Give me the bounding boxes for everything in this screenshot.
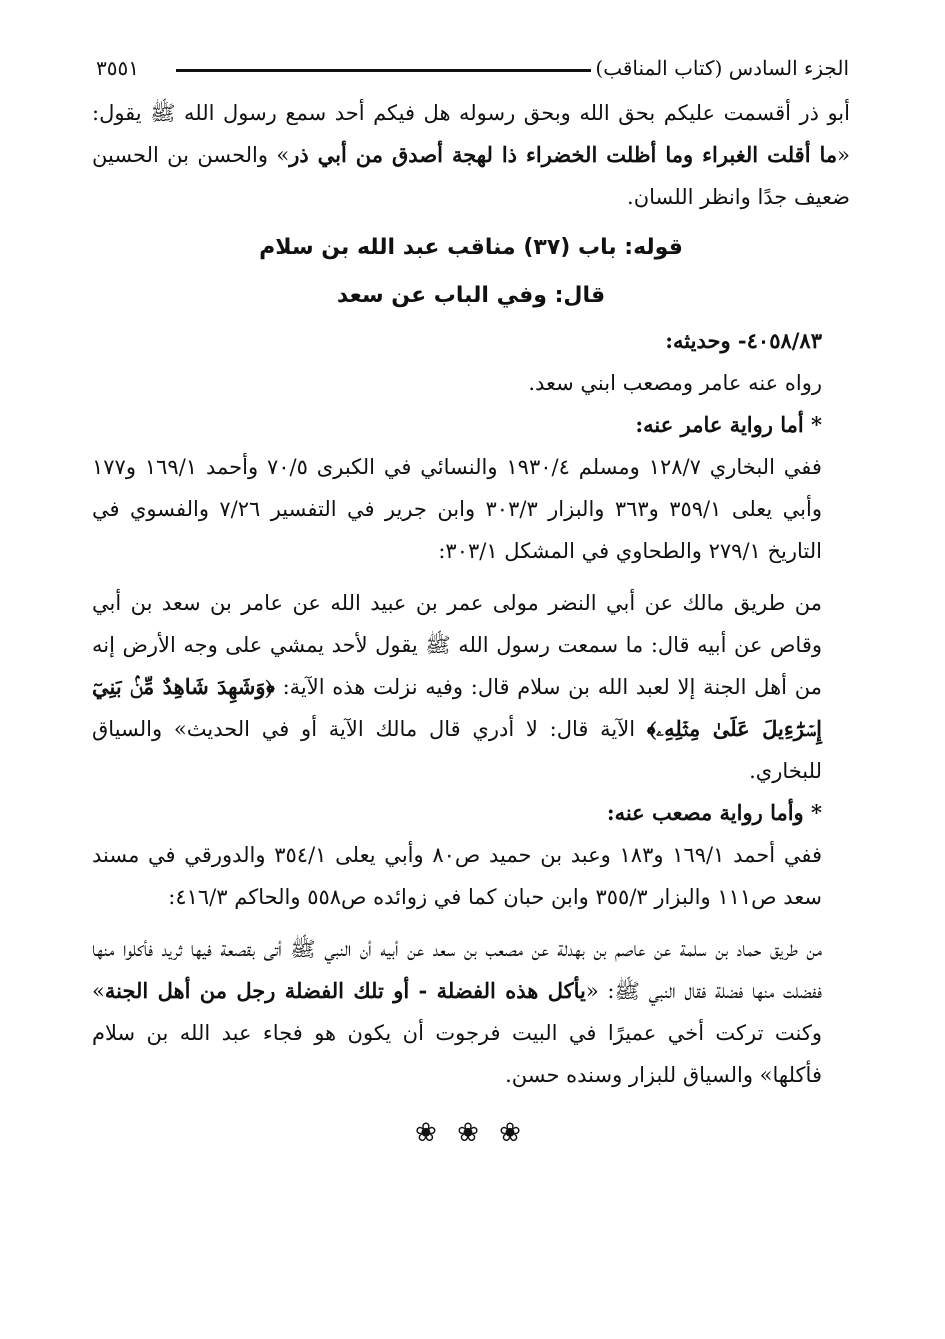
- ornament-divider: ❀ ❀ ❀: [415, 1118, 527, 1148]
- page-header: [96, 56, 849, 88]
- text-amir-b: الآية قال: لا أدري قال مالك الآية أو في الحديث» والسياق للبخاري.: [92, 717, 822, 783]
- text-musab-a: من طريق حماد بن سلمة عن عاصم بن بهدلة عن مصعب بن سعد عن أبيه أن النبي ﷺ أتى بقصعة فيها ثريد فأكلوا منها ففضلت منها فضلة فقال النبي ﷺ: «: [92, 937, 822, 1003]
- sources-musab: ففي أحمد ١٦٩/١ و١٨٣ وعبد بن حميد ص٨٠ وأبي يعلى ٣٥٤/١ والدورقي في مسند سعد ص١١١ والبزار ٣٥٥/٣ وابن حبان كما في زوائده ص٥٥٨ والحاكم ٤١٦/٣:: [92, 843, 822, 909]
- sources-amir: ففي البخاري ١٢٨/٧ ومسلم ١٩٣٠/٤ والنسائي في الكبرى ٧٠/٥ وأحمد ١٦٩/١ و١٧٧ وأبي يعلى ٣٥٩/١ و٣٦٣ والبزار ٣٠٣/٣ وابن جرير في التفسير ٧/٢٦ والفسوي في التاريخ ٢٧٩/١ والطحاوي في المشكل ٣٠٣/١:: [92, 455, 822, 563]
- text-amir-a: من طريق مالك عن أبي النضر مولى عمر بن عبيد الله عن عامر بن سعد بن أبي وقاص عن أبيه قال: ما سمعت رسول الله ﷺ يقول لأحد يمشي على وجه الأرض إنه من أهل الجنة إلا لعبد الله بن سلام قال: وفيه نزلت هذه الآية:: [92, 591, 822, 699]
- page-number: ٣٥٥١: [96, 56, 139, 80]
- quran-verse: ﴿وَشَهِدَ شَاهِدٌ مِّنۢ بَنِيٓ إِسۡرَٰٓءِيلَ عَلَىٰ مِثۡلِهِۦ﴾: [92, 674, 823, 741]
- intro-text-1: أبو ذر أقسمت عليكم بحق الله وبحق رسوله هل فيكم أحد سمع رسول الله ﷺ يقول: «: [92, 101, 851, 167]
- section-title-musab: * وأما رواية مصعب عنه:: [606, 800, 822, 825]
- text-musab-b: » وكنت تركت أخي عميرًا في البيت فرجوت أن يكون هو فجاء عبد الله بن سلام فأكلها» والسياق للبزار وسنده حسن.: [92, 979, 822, 1087]
- subheading: قال: وفي الباب عن سعد: [336, 283, 606, 308]
- chapter-heading: قوله: باب (٣٧) مناقب عبد الله بن سلام: [259, 235, 683, 260]
- section-title-amir: * أما رواية عامر عنه:: [635, 412, 822, 437]
- intro-paragraph: [92, 92, 850, 218]
- header-rule: [176, 69, 591, 72]
- intro-quote: ما أقلت الغبراء وما أظلت الخضراء ذا لهجة أصدق من أبي ذر: [289, 142, 838, 167]
- text-musab-quote: يأكل هذه الفضلة - أو تلك الفضلة رجل من أهل الجنة: [104, 978, 586, 1003]
- intro-text-2: » والحسن بن الحسين ضعيف جدًا وانظر اللسان.: [92, 143, 850, 209]
- running-title: الجزء السادس (كتاب المناقب): [595, 56, 849, 80]
- page-body: [92, 92, 850, 1148]
- text-musab: [92, 928, 850, 1096]
- text-amir: [92, 582, 850, 792]
- narration-line: رواه عنه عامر ومصعب ابني سعد.: [528, 371, 822, 395]
- hadith-number: ٤٠٥٨/٨٣- وحديثه:: [665, 328, 822, 353]
